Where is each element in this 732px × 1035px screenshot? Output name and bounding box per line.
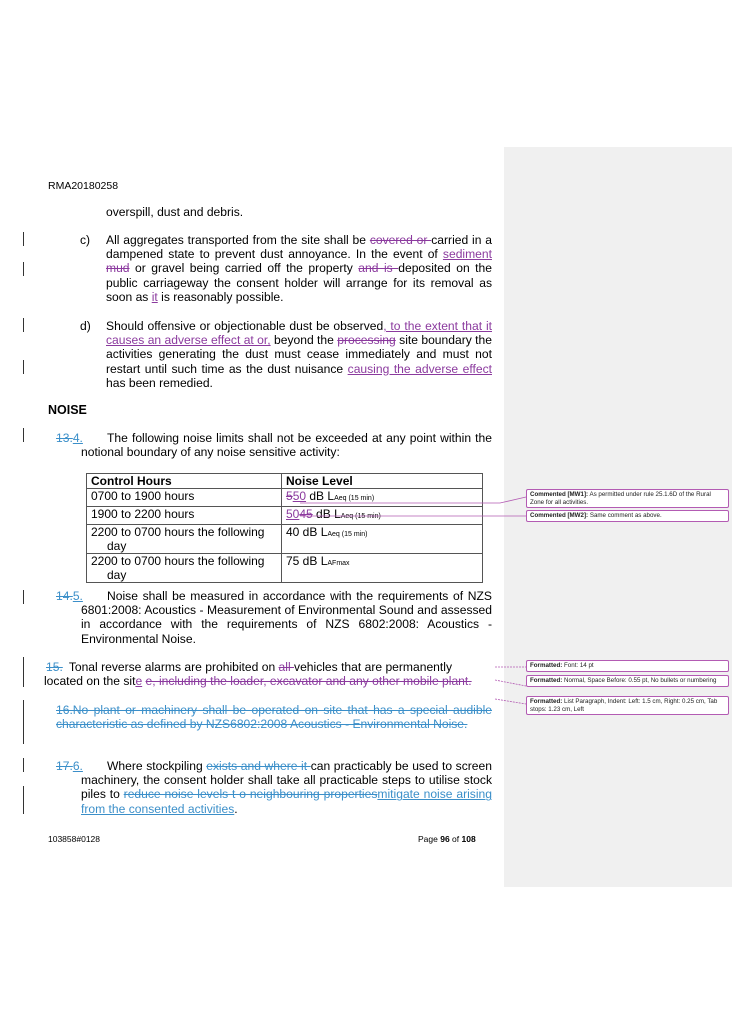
table-header: Control Hours [87, 474, 282, 489]
section-heading-noise: NOISE [48, 403, 87, 417]
table-cell-level: 75 dB LAFmax [282, 554, 483, 583]
table-header: Noise Level [282, 474, 483, 489]
paragraph-c: All aggregates transported from the site shall be covered or carried in a dampened state to prevent dust annoyance. In the event of sediment mud or gravel being carried off the property and is deposited on the public carriageway the consent holder will arrange for its removal as soon as it is reasonably possible. [106, 233, 492, 304]
table-cell-level: 550 dB LAeq (15 min) [282, 489, 483, 507]
table-cell-hours: 1900 to 2200 hours [87, 507, 282, 525]
condition-5-text: Noise shall be measured in accordance with the requirements of NZS 6801:2008: Acoustics - Measurement of Environmental Sound and assessed in accordance with the requirements of NZS 6802:2008: Acoustics - Environmental Noise. [81, 589, 492, 646]
table-cell-hours: 2200 to 0700 hours the following day [87, 554, 282, 583]
document-reference: RMA20180258 [48, 180, 119, 192]
table-cell-level: 5045 dB LAeq (15 min) [282, 507, 483, 525]
table-cell-level: 40 dB LAeq (15 min) [282, 525, 483, 554]
condition-16-deleted: 16.No plant or machinery shall be operated on site that has a special audible characteristic as defined by NZS6802:2008 Acoustics - Environmental Noise. [56, 703, 492, 732]
comment-connector-line [495, 699, 526, 704]
comment-mw1[interactable]: Commented [MW1]: As permitted under rule 25.1.6D of the Rural Zone for all activities. [526, 489, 729, 508]
format-note-normal[interactable]: Formatted: Normal, Space Before: 0.55 pt, No bullets or numbering [526, 675, 729, 687]
comment-mw2[interactable]: Commented [MW2]: Same comment as above. [526, 510, 729, 522]
footer-page-number: Page 96 of 108 [418, 834, 476, 844]
paragraph-d: Should offensive or objectionable dust be observed, to the extent that it causes an adverse effect at or, beyond the processing site boundary the activities generating the dust must cease immediately and must not restart until such time as the dust nuisance causing the adverse effect has been remedied. [106, 319, 492, 390]
condition-4-number: 13.4. [56, 431, 83, 445]
footer-doc-number: 103858#0128 [48, 834, 101, 844]
condition-5-number: 14.5. [56, 589, 83, 603]
comment-connector-line [300, 497, 526, 503]
table-cell-hours: 0700 to 1900 hours [87, 489, 282, 507]
table-cell-hours: 2200 to 0700 hours the following day [87, 525, 282, 554]
format-note-list-paragraph[interactable]: Formatted: List Paragraph, Indent: Left: 1.5 cm, Right: 0.25 cm, Tab stops: 1.23 cm, Left [526, 696, 729, 715]
format-note-font[interactable]: Formatted: Font: 14 pt [526, 660, 729, 672]
comment-connector-line [495, 680, 526, 686]
condition-4-text: The following noise limits shall not be exceeded at any point within the notional boundary of any noise sensitive activity: [81, 431, 492, 460]
paragraph-overspill: overspill, dust and debris. [106, 205, 244, 219]
condition-15-text: 15. Tonal reverse alarms are prohibited on all vehicles that are permanently located on the site e, including the loader, excavator and any other mobile plant. [44, 660, 472, 689]
paragraph-d-label: d) [80, 319, 91, 333]
paragraph-c-label: c) [80, 233, 91, 247]
condition-6-text: Where stockpiling exists and where it can practicably be used to screen machinery, the consent holder shall take all practicable steps to utilise stock piles to reduce noise levels t o neighbouring propertiesmitigate noise arising from the consented activities. [81, 759, 492, 816]
condition-6-number: 17.6. [56, 759, 83, 773]
